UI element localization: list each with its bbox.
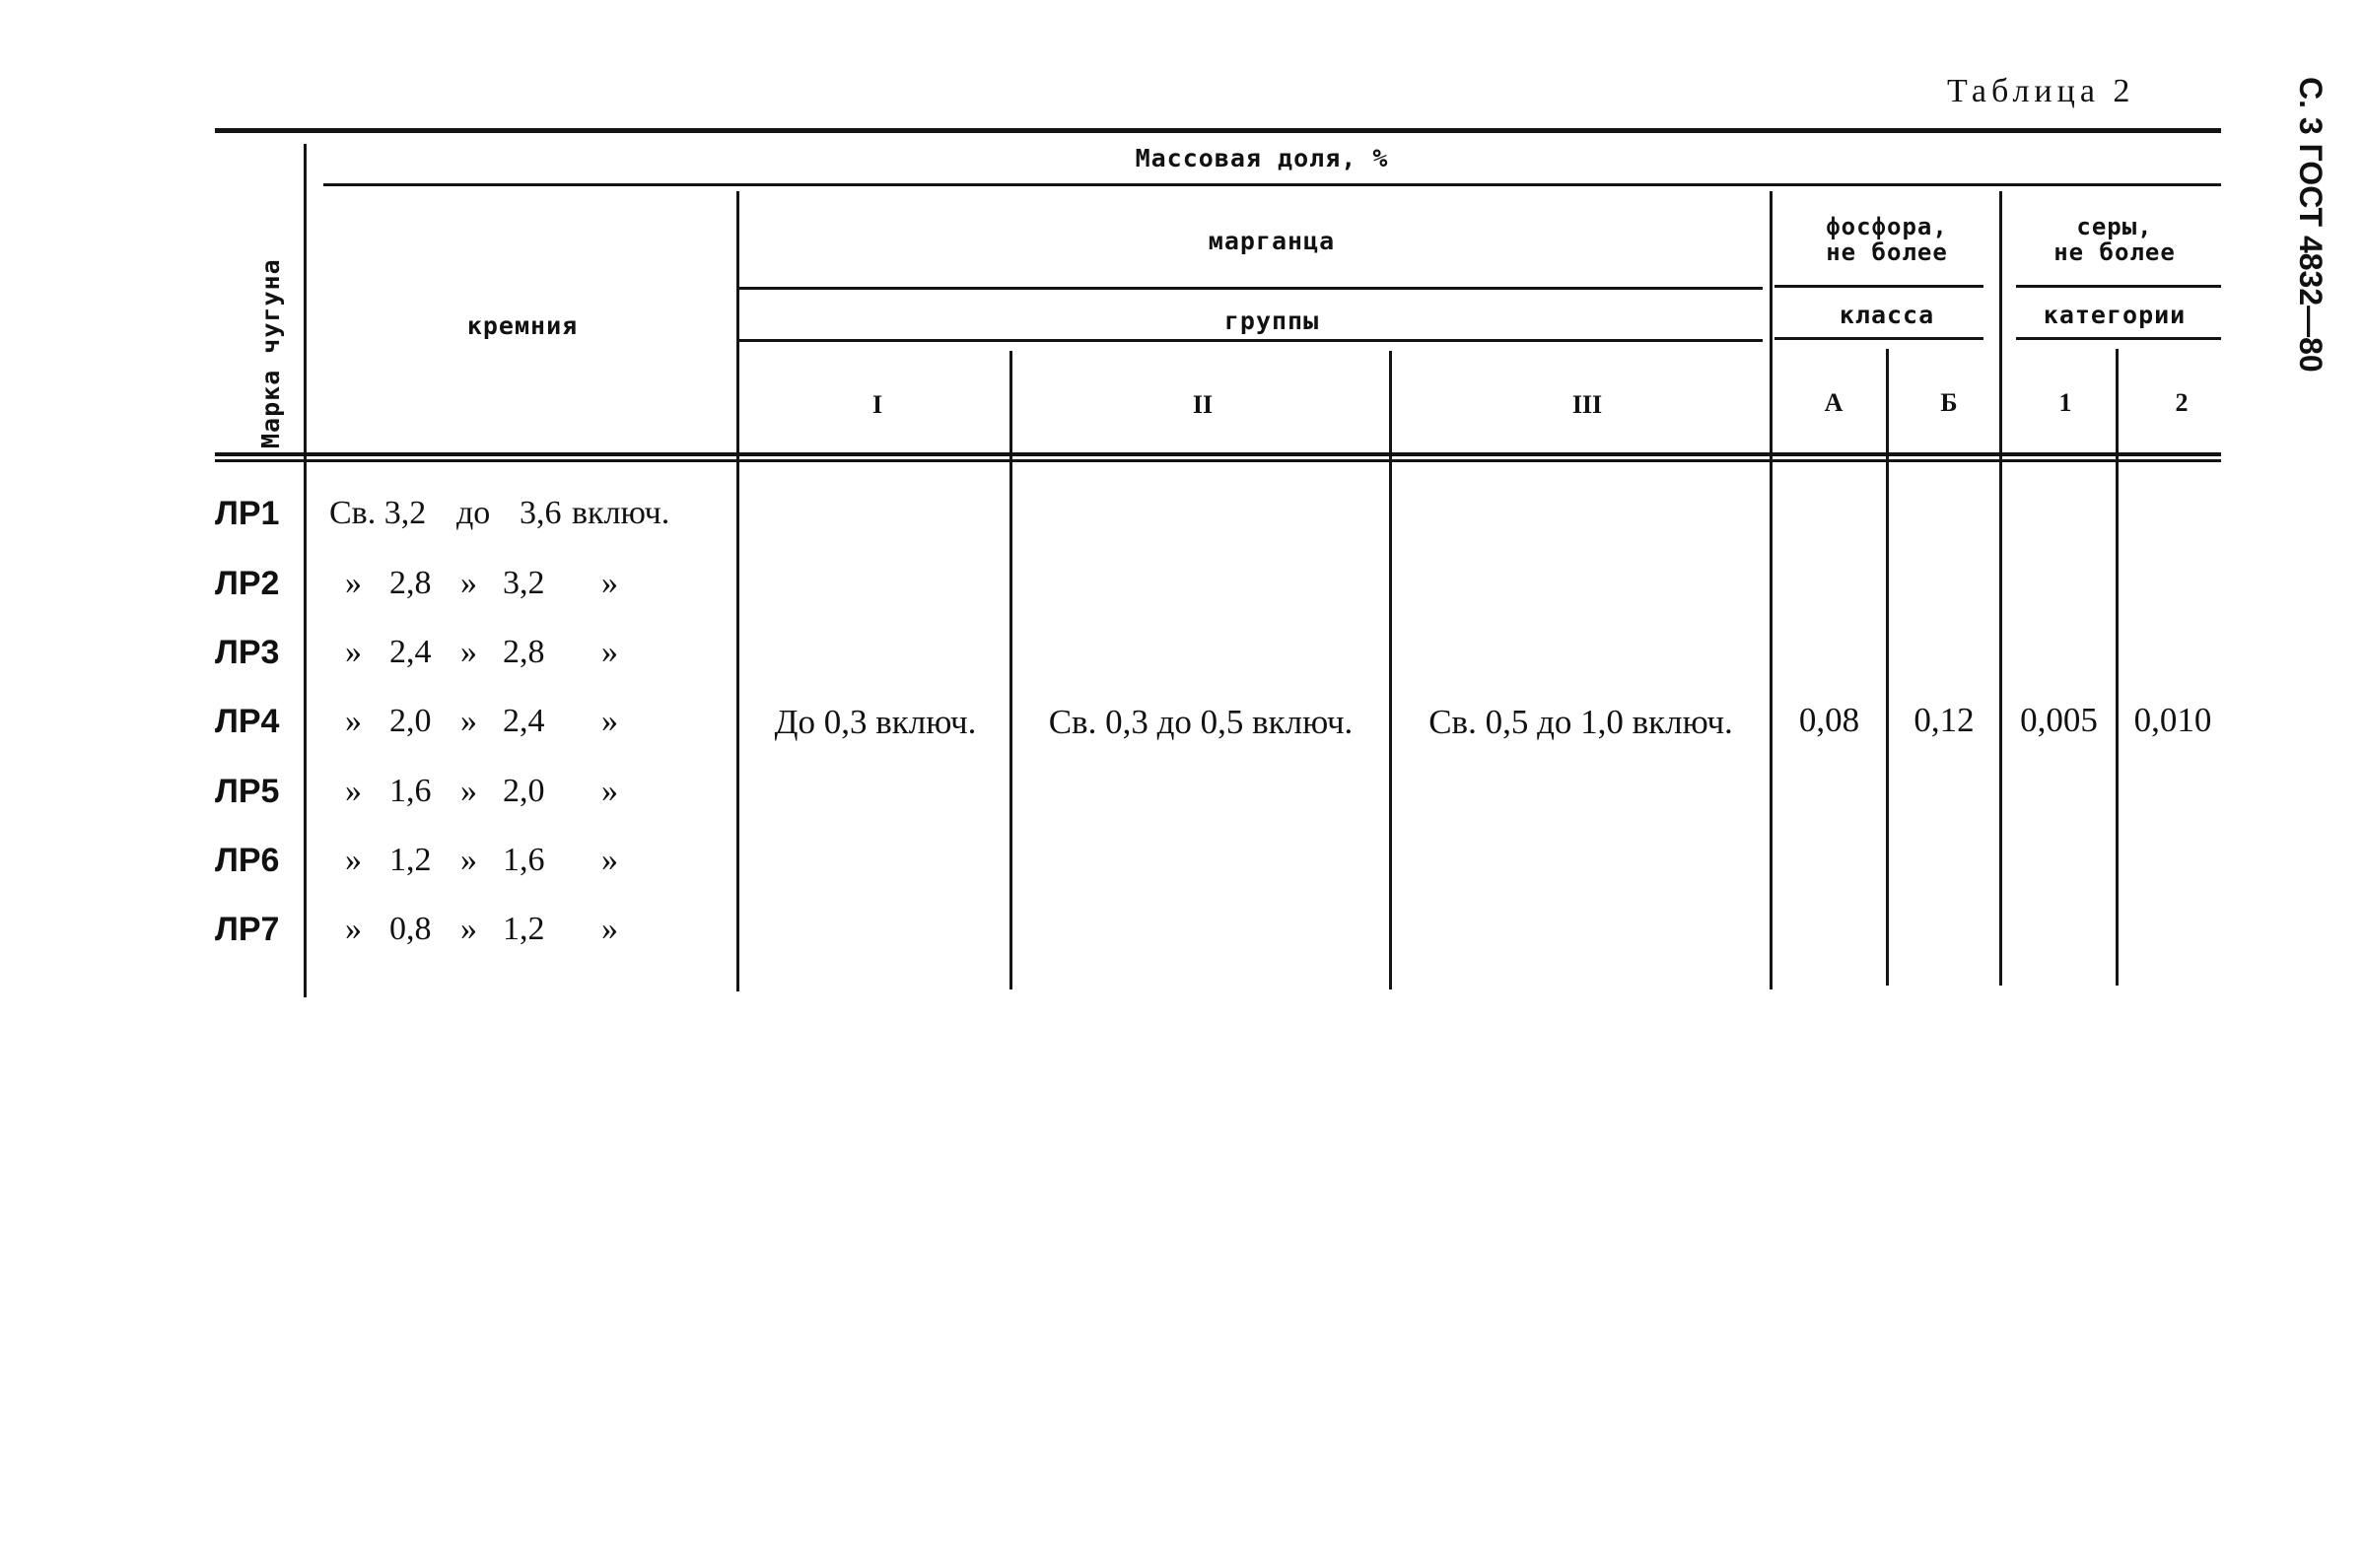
rule-sulfur bbox=[2016, 285, 2221, 288]
group-label-3: III bbox=[1571, 390, 1603, 419]
vline-silicon bbox=[736, 191, 739, 991]
phosphorus-class-b-value: 0,12 bbox=[1913, 701, 1975, 739]
rule-class bbox=[1774, 337, 1983, 340]
silicon-inclusive: » bbox=[601, 634, 618, 670]
vline-category bbox=[2116, 349, 2119, 986]
rule-mass-fraction bbox=[323, 183, 2221, 186]
vline-manganese bbox=[1770, 191, 1773, 989]
sulfur-category-1-value: 0,005 bbox=[2020, 701, 2098, 739]
silicon-to-word: » bbox=[460, 842, 477, 878]
rule-manganese bbox=[737, 287, 1763, 290]
silicon-inclusive: » bbox=[601, 911, 618, 947]
silicon-to-word: » bbox=[460, 773, 477, 809]
phosphorus-class-a-value: 0,08 bbox=[1798, 701, 1860, 739]
silicon-inclusive: » bbox=[601, 773, 618, 809]
rule-header-bottom bbox=[215, 452, 2221, 456]
ditto-mark: » bbox=[345, 842, 362, 878]
grade-cell: ЛР6 bbox=[215, 842, 280, 879]
sulfur-category-header: категории bbox=[2043, 301, 2187, 329]
silicon-to: 1,2 bbox=[503, 911, 545, 947]
silicon-to-word: » bbox=[460, 703, 477, 739]
ditto-mark: » bbox=[345, 703, 362, 739]
ditto-mark: » bbox=[345, 773, 362, 809]
ditto-mark: » bbox=[345, 911, 362, 947]
phosphorus-header: фосфора, не более bbox=[1826, 213, 1948, 266]
grade-cell: ЛР4 bbox=[215, 703, 280, 740]
sulfur-header: серы, не более bbox=[2053, 213, 2176, 266]
silicon-to: 3,2 bbox=[503, 565, 545, 601]
manganese-group-3-value: Св. 0,5 до 1,0 включ. bbox=[1428, 703, 1733, 741]
vline-class bbox=[1886, 349, 1889, 986]
silicon-from: Св. 3,2 bbox=[329, 495, 427, 531]
silicon-from: 2,0 bbox=[389, 703, 432, 739]
manganese-group-2-value: Св. 0,3 до 0,5 включ. bbox=[1048, 703, 1354, 741]
silicon-from: 1,6 bbox=[389, 773, 432, 809]
silicon-from: 1,2 bbox=[389, 842, 432, 878]
vline-phosphorus bbox=[1999, 191, 2002, 986]
group-label-1: I bbox=[871, 390, 883, 419]
silicon-inclusive: » bbox=[601, 842, 618, 878]
grade-column-header: Марка чугуна bbox=[256, 258, 285, 448]
rule-header-bottom-2 bbox=[215, 459, 2221, 462]
category-label-1: 1 bbox=[2058, 388, 2072, 417]
page-running-header: С. 3 ГОСТ 4832—80 bbox=[2293, 77, 2329, 373]
silicon-header: кремния bbox=[466, 311, 579, 340]
ditto-mark: » bbox=[345, 565, 362, 601]
silicon-from: 2,4 bbox=[389, 634, 432, 670]
silicon-to-word: » bbox=[460, 634, 477, 670]
class-label-b: Б bbox=[1940, 388, 1958, 417]
category-label-2: 2 bbox=[2175, 388, 2189, 417]
table-title: Таблица 2 bbox=[1947, 73, 2135, 109]
sulfur-category-2-value: 0,010 bbox=[2133, 701, 2212, 739]
silicon-from: 2,8 bbox=[389, 565, 432, 601]
silicon-inclusive: » bbox=[601, 565, 618, 601]
vline-group-2 bbox=[1389, 351, 1392, 989]
rule-category bbox=[2016, 337, 2221, 340]
phosphorus-class-header: класса bbox=[1839, 301, 1935, 329]
manganese-group-1-value: До 0,3 включ. bbox=[774, 703, 977, 741]
group-label-2: II bbox=[1192, 390, 1214, 419]
silicon-to: 2,0 bbox=[503, 773, 545, 809]
manganese-groups-header: группы bbox=[1223, 307, 1320, 335]
silicon-to: 1,6 bbox=[503, 842, 545, 878]
silicon-inclusive: » bbox=[601, 703, 618, 739]
silicon-to-word: до bbox=[456, 495, 491, 531]
silicon-to: 2,8 bbox=[503, 634, 545, 670]
vline-group-1 bbox=[1009, 351, 1012, 989]
silicon-to-word: » bbox=[460, 565, 477, 601]
manganese-header: марганца bbox=[1208, 227, 1336, 255]
silicon-to: 2,4 bbox=[503, 703, 545, 739]
grade-cell: ЛР2 bbox=[215, 565, 280, 602]
mass-fraction-header: Массовая доля, % bbox=[1135, 144, 1389, 172]
grade-cell: ЛР3 bbox=[215, 634, 280, 671]
silicon-to: 3,6 bbox=[520, 495, 562, 531]
grade-cell: ЛР5 bbox=[215, 773, 280, 810]
silicon-to-word: » bbox=[460, 911, 477, 947]
silicon-inclusive: включ. bbox=[572, 495, 670, 531]
class-label-a: А bbox=[1824, 388, 1843, 417]
rule-phosphorus bbox=[1774, 285, 1983, 288]
grade-cell: ЛР1 bbox=[215, 495, 280, 532]
silicon-from: 0,8 bbox=[389, 911, 432, 947]
rule-groups bbox=[737, 339, 1763, 342]
rule-top bbox=[215, 128, 2221, 133]
vline-grade bbox=[304, 144, 307, 997]
ditto-mark: » bbox=[345, 634, 362, 670]
grade-cell: ЛР7 bbox=[215, 911, 280, 948]
